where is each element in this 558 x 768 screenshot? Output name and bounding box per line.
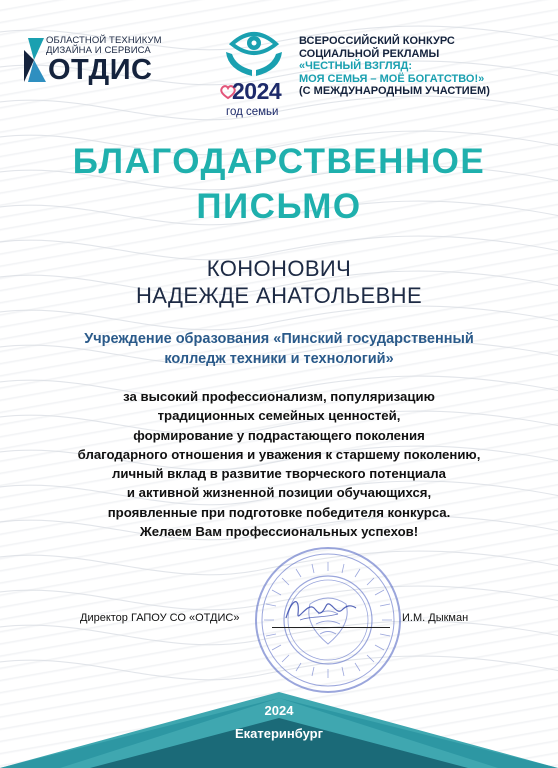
gratitude-line: и активной жизненной позиции обучающихся,	[126, 485, 432, 501]
gratitude-line: проявленные при подготовке победителя конкурса.	[107, 504, 451, 520]
gratitude-line: традиционных семейных ценностей,	[157, 408, 401, 424]
odis-subtitle-line1: ОБЛАСТНОЙ ТЕХНИКУМ	[46, 35, 162, 46]
contest-line3: «ЧЕСТНЫЙ ВЗГЛЯД:	[299, 60, 413, 72]
gratitude-line: Желаем Вам профессиональных успехов!	[139, 524, 419, 540]
footer-city: Екатеринбург	[234, 726, 324, 741]
odis-logo	[24, 34, 174, 86]
organization-line2: колледж техники и технологий»	[164, 351, 394, 367]
emblem-label: год семьи	[226, 106, 279, 118]
signature-line	[272, 627, 390, 628]
contest-line1: ВСЕРОССИЙСКИЙ КОНКУРС	[299, 35, 455, 47]
odis-logo-subtitle	[46, 36, 178, 56]
organization-line1: Учреждение образования «Пинский государственный	[84, 331, 474, 347]
recipient-given-names: НАДЕЖДЕ АНАТОЛЬЕВНЕ	[135, 283, 423, 308]
signatory-position: Директор ГАПОУ СО «ОТДИС»	[80, 612, 240, 624]
odis-subtitle-line2: ДИЗАЙНА И СЕРВИСА	[46, 45, 151, 56]
footer-banner	[0, 668, 558, 768]
gratitude-line: личный вклад в развитие творческого потенциала	[112, 466, 446, 482]
eye-hands-icon	[218, 26, 290, 82]
handwritten-signature	[280, 588, 360, 628]
document-title-line2: ПИСЬМО	[196, 187, 362, 226]
contest-line2: СОЦИАЛЬНОЙ РЕКЛАМЫ	[299, 47, 440, 60]
year-of-family-emblem	[218, 26, 290, 124]
odis-brand-name: ОТДИС	[48, 54, 153, 86]
gratitude-line: формирование у подрастающего поколения	[133, 427, 425, 443]
gratitude-line: за высокий профессионализм, популяризацию	[123, 389, 435, 404]
gratitude-line: благодарного отношения и уважения к старшему поколению,	[77, 446, 481, 462]
recipient-surname: КОНОНОВИЧ	[206, 256, 352, 281]
footer-year: 2024	[264, 703, 294, 718]
gratitude-text	[0, 387, 558, 541]
signatory-name: И.М. Дыкман	[402, 612, 469, 624]
contest-title	[299, 35, 549, 98]
contest-line4: МОЯ СЕМЬЯ – МОЁ БОГАТСТВО!»	[299, 72, 485, 85]
document-title-line1: БЛАГОДАРСТВЕННОЕ	[72, 142, 486, 181]
emblem-year: 2024	[232, 78, 282, 104]
contest-line5: (С МЕЖДУНАРОДНЫМ УЧАСТИЕМ)	[299, 85, 490, 97]
